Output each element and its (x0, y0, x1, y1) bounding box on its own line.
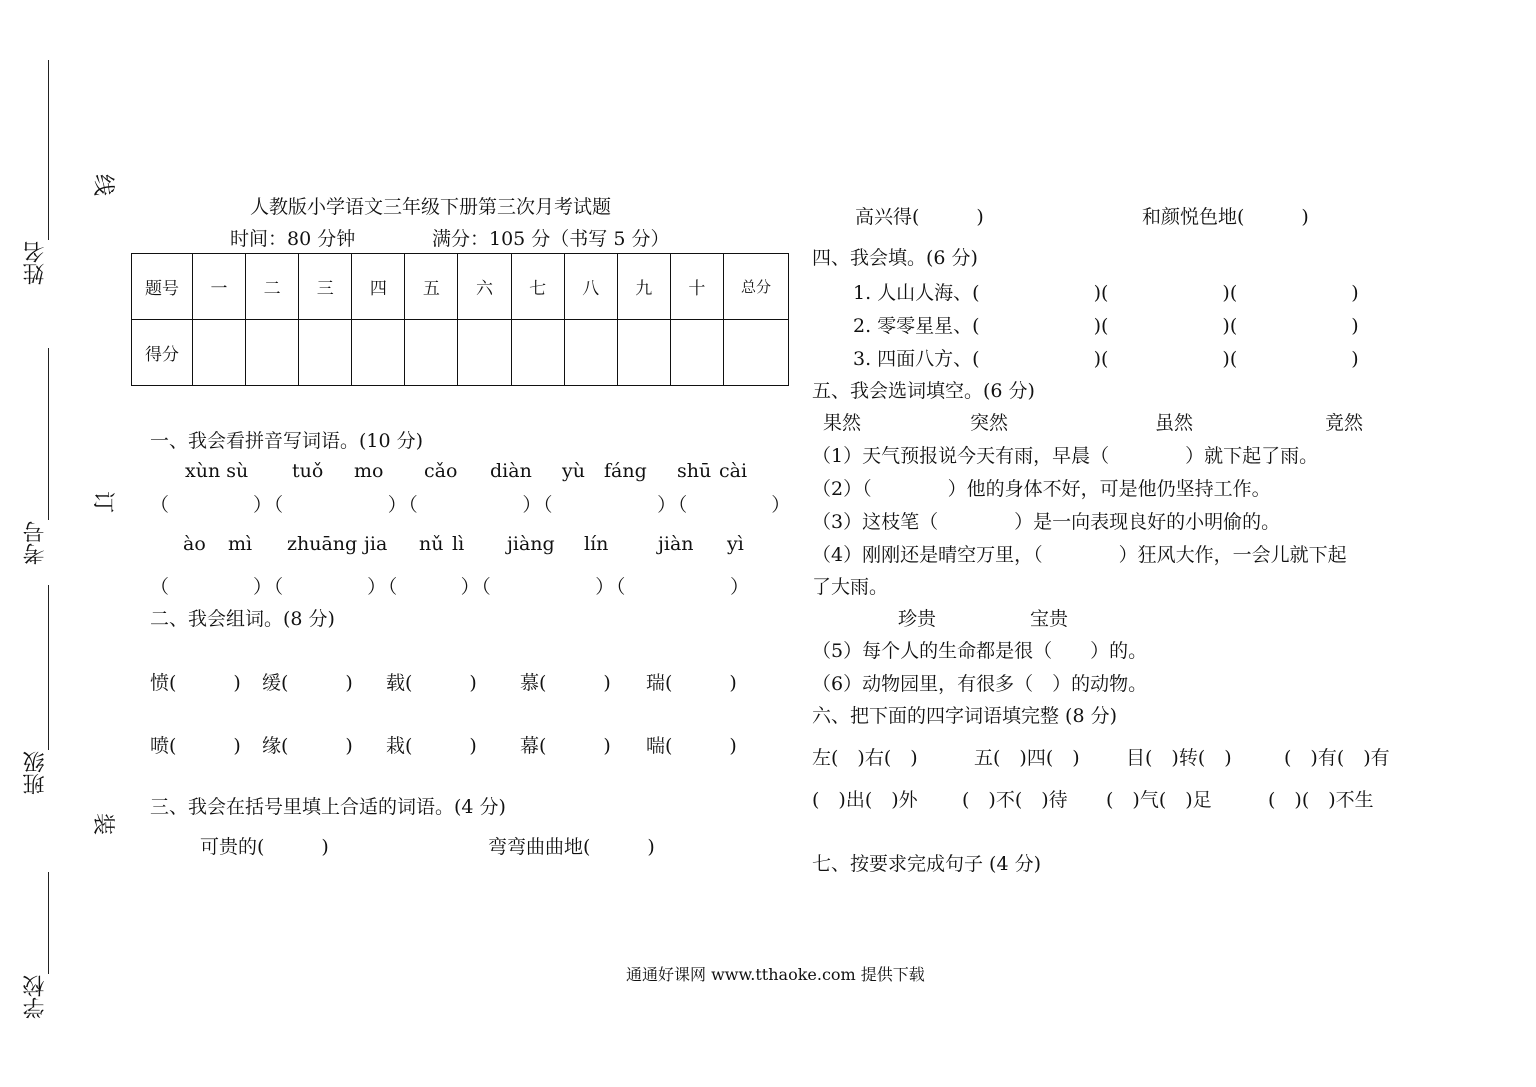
q2-item[interactable]: 栽( ) (386, 735, 477, 757)
score-input-cell[interactable] (299, 320, 352, 386)
q2-item[interactable]: 愤( ) (150, 672, 241, 694)
q6-item[interactable]: 左( )右( ) (812, 747, 918, 769)
class-label: 班级 (23, 751, 48, 795)
q6-title: 六、把下面的四字词语填完整 (8 分) (812, 705, 1117, 727)
q1-pinyin: jia (364, 533, 388, 555)
school-line (48, 872, 49, 974)
q1-pinyin: cài (719, 460, 748, 482)
name-label: 姓名 (23, 241, 48, 285)
q6-item[interactable]: ( )不( )待 (962, 789, 1068, 811)
q5-sentence: 了大雨。 (812, 576, 889, 598)
q1-title: 一、我会看拼音写词语。(10 分) (150, 430, 424, 452)
score-table-cell: 八 (564, 254, 617, 320)
score-input-cell[interactable] (193, 320, 246, 386)
q1-pinyin: lín (584, 533, 609, 555)
score-input-cell[interactable] (724, 320, 789, 386)
q5-word: 竟然 (1325, 412, 1364, 434)
binding-mark-zhuang: 装 (90, 812, 115, 835)
q3-item[interactable]: 和颜悦色地( ) (1142, 206, 1309, 228)
q1-pinyin: mo (354, 460, 384, 482)
q5-word: 宝贵 (1030, 608, 1069, 630)
score-table-score-row (132, 320, 789, 386)
q1-pinyin: yù (562, 460, 585, 482)
q1-answer-brackets[interactable]: （ ）（ ）（ ）（ ）（ ） (150, 576, 751, 598)
q6-item[interactable]: ( )出( )外 (812, 789, 918, 811)
q5-sentence[interactable]: （6）动物园里，有很多（ ）的动物。 (812, 673, 1148, 695)
score-input-cell[interactable] (617, 320, 670, 386)
q5-word: 果然 (823, 412, 862, 434)
q4-item[interactable]: 1. 人山人海、( )( )( ) (853, 282, 1359, 304)
score-table-cell: 得分 (132, 320, 193, 386)
score-table-cell: 二 (246, 254, 299, 320)
q5-sentence[interactable]: （4）刚刚还是晴空万里，（ ）狂风大作，一会儿就下起 (812, 544, 1347, 566)
q1-pinyin: jiàng (507, 533, 555, 555)
q2-item[interactable]: 慕( ) (520, 672, 611, 694)
q2-item[interactable]: 幕( ) (520, 735, 611, 757)
binding-mark-xian: 线 (90, 173, 115, 196)
footer-text: 通通好课网 www.tthaoke.com 提供下载 (626, 965, 925, 984)
q6-item[interactable]: ( )气( )足 (1106, 789, 1212, 811)
q5-sentence[interactable]: （2）（ ）他的身体不好，可是他仍坚持工作。 (812, 478, 1271, 500)
q1-pinyin: shū (677, 460, 712, 482)
q2-item[interactable]: 缓( ) (262, 672, 353, 694)
score-table-cell: 九 (617, 254, 670, 320)
q1-pinyin: ào (183, 533, 206, 555)
score-table-cell: 四 (352, 254, 405, 320)
q1-pinyin: fáng (604, 460, 647, 482)
q6-item[interactable]: ( )有( )有 (1284, 747, 1390, 769)
q5-sentence[interactable]: （3）这枝笔（ ）是一向表现良好的小明偷的。 (812, 511, 1281, 533)
q1-pinyin: xùn sù (185, 460, 249, 482)
q5-sentence[interactable]: （5）每个人的生命都是很（ ）的。 (812, 640, 1148, 662)
q2-item[interactable]: 载( ) (386, 672, 477, 694)
q2-item[interactable]: 缘( ) (262, 735, 353, 757)
q5-sentence[interactable]: （1）天气预报说今天有雨，早晨（ ）就下起了雨。 (812, 445, 1319, 467)
q1-pinyin: yì (727, 533, 744, 555)
exam-no-line (48, 348, 49, 520)
q1-pinyin: jiàn (658, 533, 694, 555)
q1-pinyin: diàn (490, 460, 532, 482)
q2-item[interactable]: 喷( ) (150, 735, 241, 757)
q4-title: 四、我会填。(6 分) (812, 247, 978, 269)
score-table-cell: 五 (405, 254, 458, 320)
score-input-cell[interactable] (511, 320, 564, 386)
q4-item[interactable]: 3. 四面八方、( )( )( ) (853, 348, 1359, 370)
score-input-cell[interactable] (564, 320, 617, 386)
q1-pinyin: tuǒ (292, 460, 324, 482)
score-table (131, 253, 789, 386)
q6-item[interactable]: 目( )转( ) (1126, 747, 1232, 769)
score-input-cell[interactable] (458, 320, 511, 386)
score-table-cell: 七 (511, 254, 564, 320)
score-table-cell: 一 (193, 254, 246, 320)
score-input-cell[interactable] (405, 320, 458, 386)
q1-pinyin: zhuāng (287, 533, 358, 555)
q1-pinyin: cǎo (424, 460, 458, 482)
score-table-cell: 总分 (724, 254, 789, 320)
class-line (48, 585, 49, 750)
score-table-header-row (132, 254, 789, 320)
q1-pinyin: nǔ (419, 533, 444, 555)
exam-full-score: 满分：105 分（书写 5 分） (432, 228, 670, 250)
q7-title: 七、按要求完成句子 (4 分) (812, 853, 1041, 875)
score-table-cell: 三 (299, 254, 352, 320)
q1-pinyin: lì (452, 533, 465, 555)
score-input-cell[interactable] (670, 320, 723, 386)
q3-item[interactable]: 弯弯曲曲地( ) (488, 836, 655, 858)
exam-no-label: 考号 (23, 521, 48, 565)
q3-title: 三、我会在括号里填上合适的词语。(4 分) (150, 796, 506, 818)
q5-word: 珍贵 (898, 608, 937, 630)
score-table-cell: 六 (458, 254, 511, 320)
q3-item[interactable]: 可贵的( ) (200, 836, 329, 858)
q3-item[interactable]: 高兴得( ) (855, 206, 984, 228)
q6-item[interactable]: 五( )四( ) (974, 747, 1080, 769)
score-table-cell: 题号 (132, 254, 193, 320)
q2-item[interactable]: 瑞( ) (646, 672, 737, 694)
exam-title: 人教版小学语文三年级下册第三次月考试题 (250, 196, 612, 218)
school-label: 学校 (23, 975, 48, 1019)
score-input-cell[interactable] (352, 320, 405, 386)
q1-answer-brackets[interactable]: （ ）（ ）（ ）（ ）（ ） (150, 494, 792, 516)
q5-title: 五、我会选词填空。(6 分) (812, 380, 1035, 402)
q5-word: 虽然 (1155, 412, 1194, 434)
q5-word: 突然 (970, 412, 1009, 434)
exam-time: 时间：80 分钟 (230, 228, 356, 250)
name-line (48, 60, 49, 240)
q4-item[interactable]: 2. 零零星星、( )( )( ) (853, 315, 1359, 337)
score-input-cell[interactable] (246, 320, 299, 386)
binding-mark-ding: 订 (90, 490, 115, 513)
score-table-cell: 十 (670, 254, 723, 320)
q1-pinyin: mì (228, 533, 253, 555)
q2-item[interactable]: 喘( ) (646, 735, 737, 757)
q2-title: 二、我会组词。(8 分) (150, 608, 335, 630)
q6-item[interactable]: ( )( )不生 (1268, 789, 1374, 811)
